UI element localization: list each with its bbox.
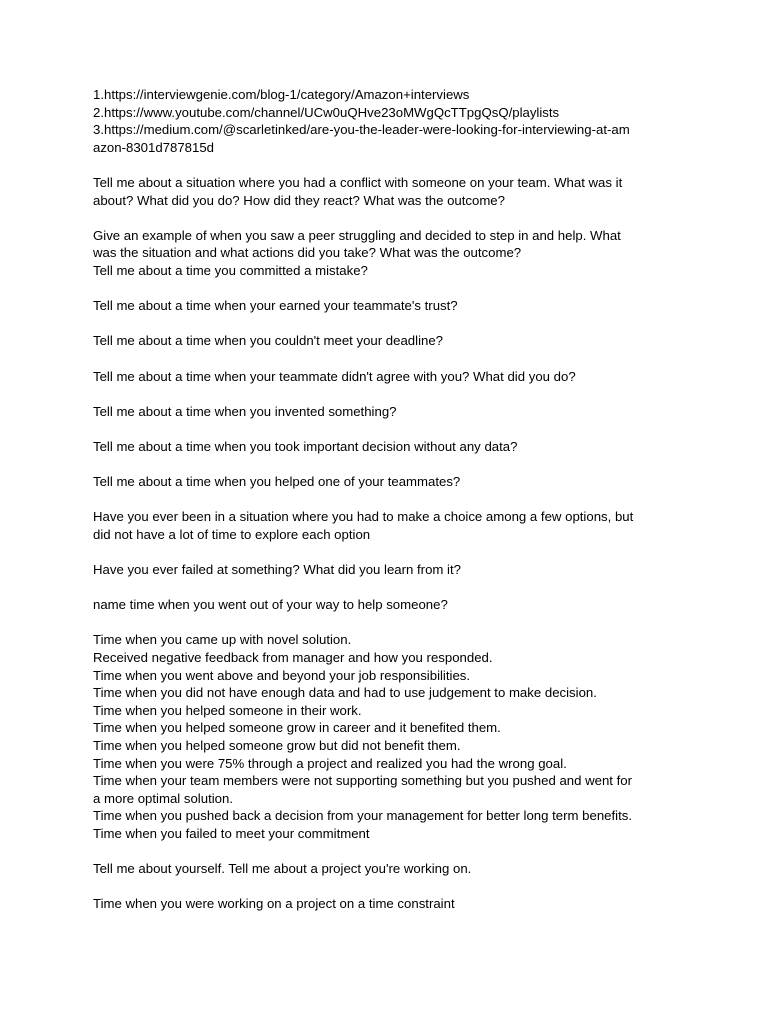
- list-item: Time when you helped someone grow but did not benefit them.: [93, 737, 461, 753]
- question-decision-no-data: [93, 438, 693, 456]
- link-medium-continued: azon-8301d787815d: [93, 139, 214, 155]
- paragraph-gap: [93, 315, 693, 333]
- link-medium: 3.https://medium.com/@scarletinked/are-you-the-leader-were-looking-for-interviewing-at-am: [93, 122, 630, 138]
- text-line: Tell me about a time when your teammate didn't agree with you? What did you do?: [93, 368, 576, 384]
- paragraph-gap: [93, 350, 693, 368]
- paragraph-gap: [93, 543, 693, 561]
- paragraph-gap: [93, 280, 693, 298]
- text-line: Tell me about a time when you took important decision without any data?: [93, 438, 518, 454]
- question-failed: [93, 561, 693, 579]
- link-youtube: 2.https://www.youtube.com/channel/UCw0uQHve23oMWgQcTTpgQsQ/playlists: [93, 104, 560, 120]
- list-item: Time when you did not have enough data and had to use judgement to make decision.: [93, 685, 597, 701]
- list-item: Time when you pushed back a decision from your management for better long term benefits.: [93, 808, 633, 824]
- text-line: Tell me about a time when you couldn't meet your deadline?: [93, 333, 443, 349]
- text-line: name time when you went out of your way to help someone?: [93, 597, 448, 613]
- text-line: about? What did you do? How did they react? What was the outcome?: [93, 192, 505, 208]
- list-item: Time when your team members were not supporting something but you pushed and went for: [93, 773, 633, 789]
- list-item: Time when you came up with novel solution.: [93, 632, 352, 648]
- list-item: Time when you were 75% through a project and realized you had the wrong goal.: [93, 755, 567, 771]
- document-body: [93, 86, 693, 913]
- paragraph-gap: [93, 579, 693, 597]
- question-conflict: [93, 174, 693, 209]
- list-item: Time when you failed to meet your commitment: [93, 825, 370, 841]
- text-line: Tell me about a time when your earned your teammate's trust?: [93, 298, 458, 314]
- list-item: Time when you helped someone in their work.: [93, 702, 362, 718]
- reference-links: [93, 86, 693, 156]
- text-line: Have you ever failed at something? What did you learn from it?: [93, 562, 461, 578]
- question-time-constraint: [93, 895, 693, 913]
- text-line: Tell me about a time you committed a mistake?: [93, 262, 368, 278]
- paragraph-gap: [93, 614, 693, 632]
- text-line: was the situation and what actions did you take? What was the outcome?: [93, 245, 522, 261]
- question-list: [93, 631, 693, 842]
- question-deadline: [93, 332, 693, 350]
- paragraph-gap: [93, 491, 693, 509]
- link-interviewgenie: 1.https://interviewgenie.com/blog-1/category/Amazon+interviews: [93, 87, 470, 102]
- question-choice: [93, 508, 693, 543]
- text-line: Have you ever been in a situation where you had to make a choice among a few options, but: [93, 509, 634, 525]
- text-line: Time when you were working on a project on a time constraint: [93, 896, 455, 912]
- list-item: Received negative feedback from manager and how you responded.: [93, 650, 493, 665]
- list-item: a more optimal solution.: [93, 790, 234, 806]
- question-yourself: [93, 860, 693, 878]
- list-item: Time when you went above and beyond your job responsibilities.: [93, 667, 471, 683]
- paragraph-gap: [93, 878, 693, 896]
- paragraph-gap: [93, 156, 693, 174]
- paragraph-gap: [93, 455, 693, 473]
- text-line: Give an example of when you saw a peer struggling and decided to step in and help. What: [93, 227, 621, 243]
- list-item: Time when you helped someone grow in career and it benefited them.: [93, 720, 501, 736]
- question-disagree: [93, 368, 693, 386]
- paragraph-gap: [93, 209, 693, 227]
- question-invented: [93, 403, 693, 421]
- paragraph-gap: [93, 843, 693, 861]
- text-line: did not have a lot of time to explore each option: [93, 526, 371, 542]
- question-peer-struggling: [93, 227, 693, 280]
- text-line: Tell me about a time when you invented something?: [93, 403, 397, 419]
- text-line: Tell me about a situation where you had a conflict with someone on your team. What was it: [93, 174, 623, 190]
- question-helped-teammate: [93, 473, 693, 491]
- paragraph-gap: [93, 420, 693, 438]
- question-trust: [93, 297, 693, 315]
- question-out-of-way: [93, 596, 693, 614]
- text-line: Tell me about a time when you helped one of your teammates?: [93, 474, 461, 490]
- text-line: Tell me about yourself. Tell me about a project you're working on.: [93, 861, 472, 877]
- paragraph-gap: [93, 385, 693, 403]
